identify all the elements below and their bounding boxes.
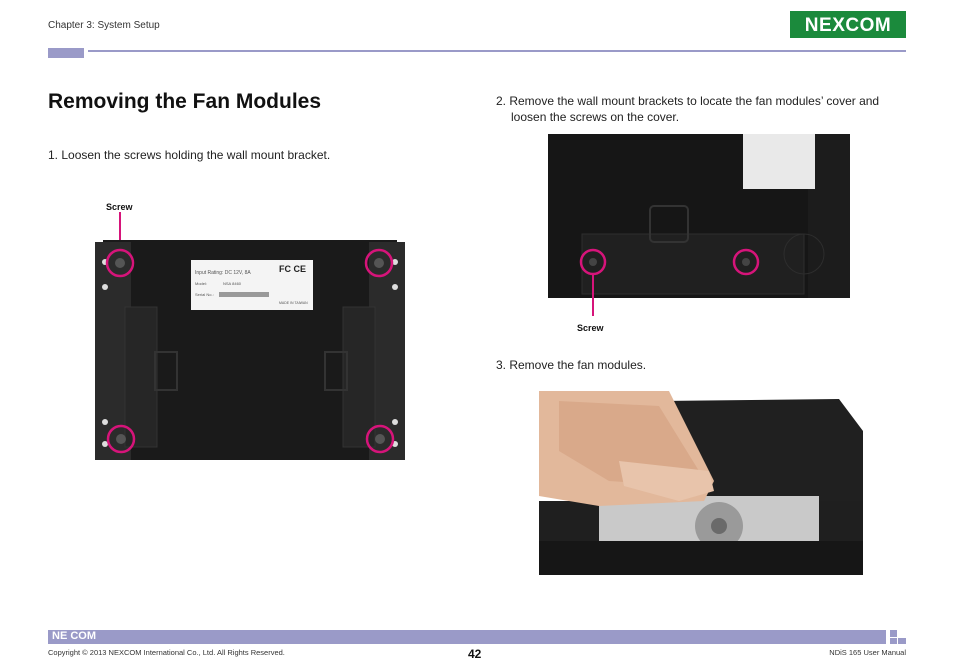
header-rule (88, 50, 906, 52)
sticker-fcc-ce: FC CE (279, 264, 306, 274)
sticker-input: Input Rating: DC 12V, 8A (195, 270, 251, 276)
sticker-model-value: NSA 8460 (223, 281, 242, 286)
fan-removal-illustration (539, 391, 863, 575)
chapter-title: Chapter 3: System Setup (48, 20, 160, 31)
nexcom-logo (790, 11, 906, 38)
logo-text: NEXCOM (804, 15, 892, 36)
screw-label-2: Screw (577, 323, 604, 333)
fan-cover-illustration (548, 134, 850, 298)
step-3-text: 3. Remove the fan modules. (496, 358, 647, 372)
fan-cover-photo (548, 134, 850, 298)
copyright-text: Copyright © 2013 NEXCOM International Co., Ltd. All Rights Reserved. (48, 648, 285, 657)
device-bottom-photo (95, 212, 407, 462)
sticker-model: Model: (195, 281, 208, 286)
device-bottom-illustration (95, 212, 407, 462)
footer-square-1 (890, 630, 897, 637)
step-1-text: 1. Loosen the screws holding the wall mount bracket. (48, 148, 331, 162)
footer-square-3 (898, 638, 906, 644)
footer-logo: NE COM (52, 630, 96, 642)
footer-bar (48, 630, 886, 644)
screw-pointer-line (592, 298, 594, 316)
page-title: Removing the Fan Modules (48, 90, 322, 113)
step-2-text-line2: loosen the screws on the cover. (511, 110, 680, 124)
footer-square-2 (890, 638, 897, 644)
sticker-made-in: MADE IN TAIWAN (279, 301, 308, 305)
fan-removal-photo (539, 391, 863, 575)
manual-name: NDiS 165 User Manual (829, 648, 906, 657)
step-2-text-line1: 2. Remove the wall mount brackets to locate the fan modules’ cover and (496, 94, 880, 108)
page-number: 42 (468, 647, 482, 661)
sticker-serial: Serial No.: (195, 292, 214, 297)
screw-label-1: Screw (106, 202, 133, 212)
header-accent-block (48, 48, 84, 58)
